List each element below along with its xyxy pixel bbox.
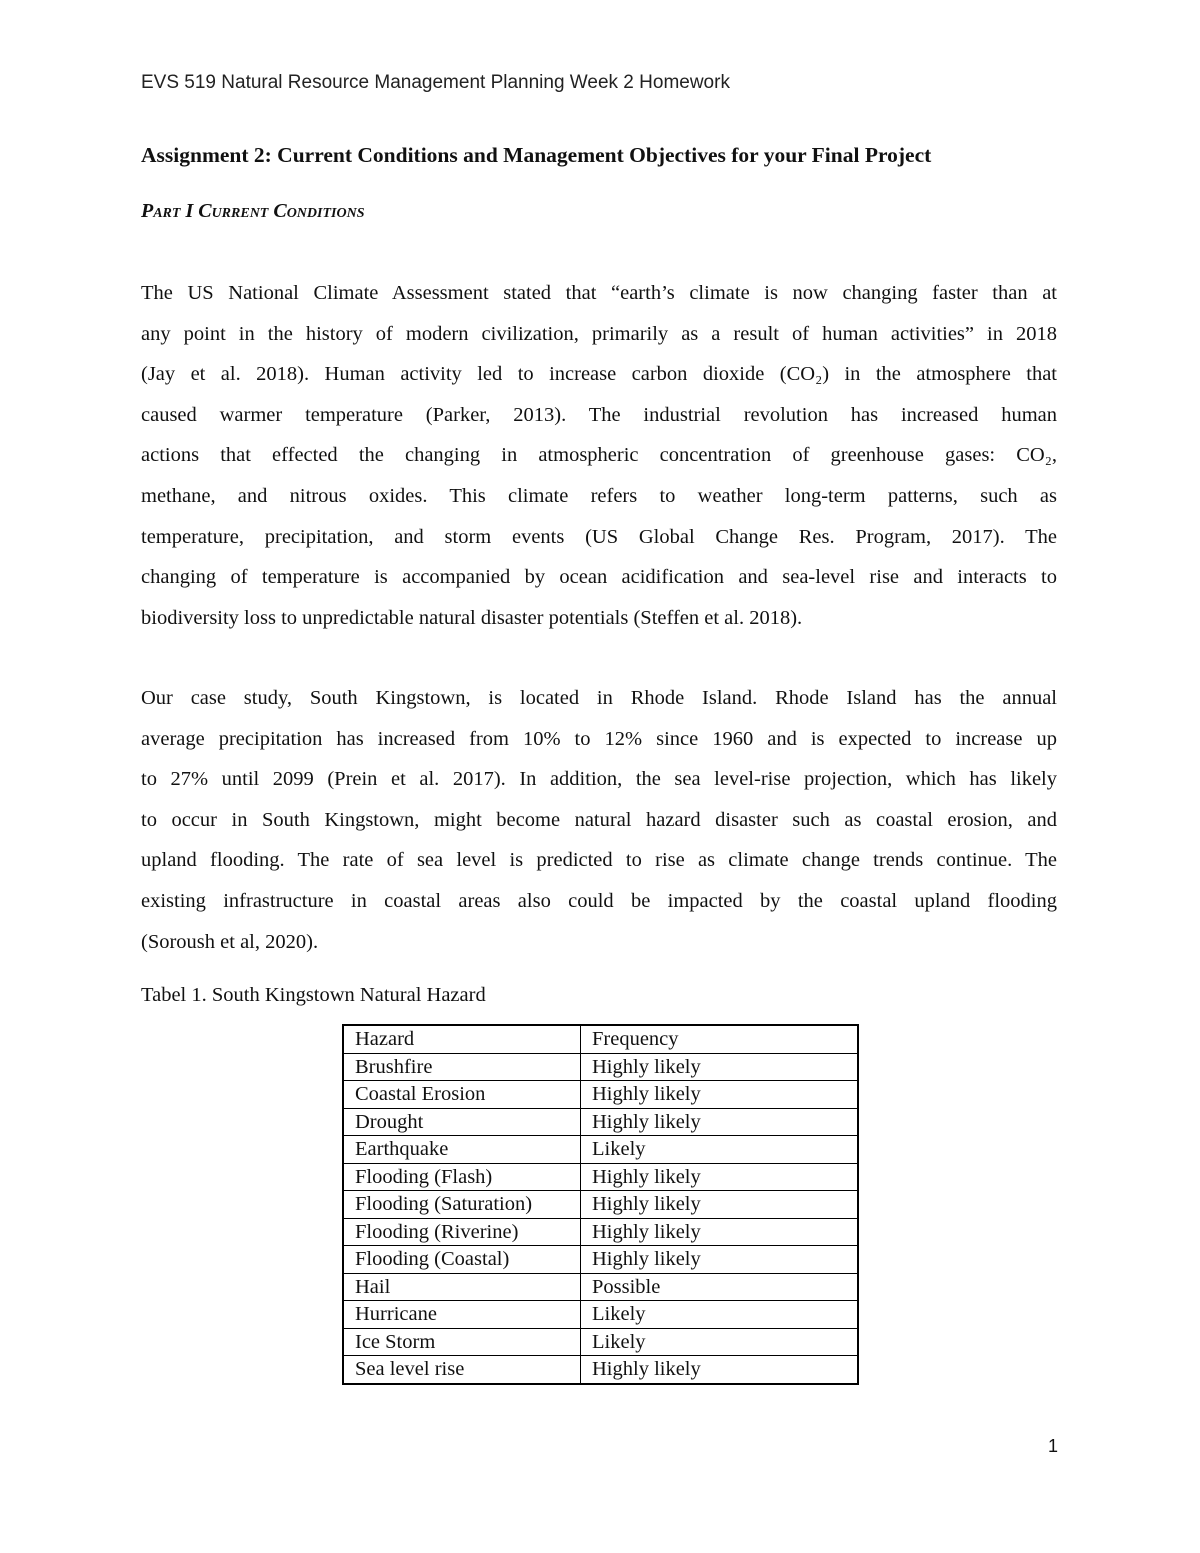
hazard-cell: Brushfire [343,1053,581,1081]
frequency-cell: Highly likely [581,1246,859,1274]
page-header: EVS 519 Natural Resource Management Planning Week 2 Homework [141,72,730,93]
table-header-row [343,1025,858,1053]
paragraph-line: any point in the history of modern civilization, primarily as a result of human activities” in 2018 [141,322,1057,345]
frequency-cell: Likely [581,1301,859,1329]
table-row [343,1136,858,1164]
hazard-cell: Drought [343,1108,581,1136]
table-row [343,1053,858,1081]
frequency-cell: Highly likely [581,1163,859,1191]
hazard-cell: Coastal Erosion [343,1081,581,1109]
paragraph-climate-assessment [141,273,1057,638]
table-row [343,1218,858,1246]
paragraph-line: changing of temperature is accompanied by ocean acidification and sea-level rise and interacts to [141,566,1057,589]
hazard-cell: Flooding (Flash) [343,1163,581,1191]
paragraph-line: to 27% until 2099 (Prein et al. 2017). In addition, the sea level-rise projection, which has likely [141,768,1057,791]
paragraph-line: upland flooding. The rate of sea level is predicted to rise as climate change trends continue. The [141,849,1057,872]
hazard-cell: Flooding (Saturation) [343,1191,581,1219]
table-row [343,1301,858,1329]
frequency-cell: Highly likely [581,1191,859,1219]
frequency-cell: Highly likely [581,1081,859,1109]
paragraph-line: existing infrastructure in coastal areas also could be impacted by the coastal upland flooding [141,889,1057,912]
table-caption: Tabel 1. South Kingstown Natural Hazard [141,984,486,1006]
paragraph-line: temperature, precipitation, and storm events (US Global Change Res. Program, 2017). The [141,525,1057,548]
hazard-cell: Ice Storm [343,1328,581,1356]
paragraph-line: biodiversity loss to unpredictable natural disaster potentials (Steffen et al. 2018). [141,606,803,629]
paragraph-line: to occur in South Kingstown, might become natural hazard disaster such as coastal erosion, and [141,808,1057,831]
paragraph-line: The US National Climate Assessment stated that “earth’s climate is now changing faster than at [141,282,1057,304]
header-cell-frequency: Frequency [581,1025,859,1053]
hazard-cell: Flooding (Coastal) [343,1246,581,1274]
page-number: 1 [1048,1436,1059,1456]
table-row [343,1356,858,1384]
hazard-cell: Sea level rise [343,1356,581,1384]
hazard-cell: Flooding (Riverine) [343,1218,581,1246]
paragraph-line: Our case study, South Kingstown, is located in Rhode Island. Rhode Island has the annual [141,687,1057,709]
header-cell-hazard: Hazard [343,1025,581,1053]
table-row [343,1081,858,1109]
frequency-cell: Highly likely [581,1356,859,1384]
paragraph-line: (Soroush et al, 2020). [141,930,319,953]
table-row [343,1108,858,1136]
table-row [343,1163,858,1191]
table-row [343,1273,858,1301]
hazard-cell: Earthquake [343,1136,581,1164]
paragraph-line: average precipitation has increased from 10% to 12% since 1960 and is expected to increase up [141,727,1057,750]
assignment-title: Assignment 2: Current Conditions and Management Objectives for your Final Project [141,143,932,167]
paragraph-line: caused warmer temperature (Parker, 2013). The industrial revolution has increased human [141,403,1057,426]
frequency-cell: Likely [581,1136,859,1164]
hazard-table [342,1024,859,1385]
table-row [343,1328,858,1356]
frequency-cell: Likely [581,1328,859,1356]
table-row [343,1191,858,1219]
paragraph-line: actions that effected the changing in atmospheric concentration of greenhouse gases: CO₂, [141,444,1057,467]
frequency-cell: Possible [581,1273,859,1301]
frequency-cell: Highly likely [581,1053,859,1081]
table-row [343,1246,858,1274]
frequency-cell: Highly likely [581,1108,859,1136]
hazard-cell: Hurricane [343,1301,581,1329]
part-heading: Part I Current Conditions [141,200,365,222]
paragraph-line: methane, and nitrous oxides. This climate refers to weather long-term patterns, such as [141,484,1057,507]
hazard-cell: Hail [343,1273,581,1301]
paragraph-line: (Jay et al. 2018). Human activity led to increase carbon dioxide (CO₂) in the atmosphere that [141,363,1057,386]
paragraph-case-study [141,678,1057,962]
frequency-cell: Highly likely [581,1218,859,1246]
